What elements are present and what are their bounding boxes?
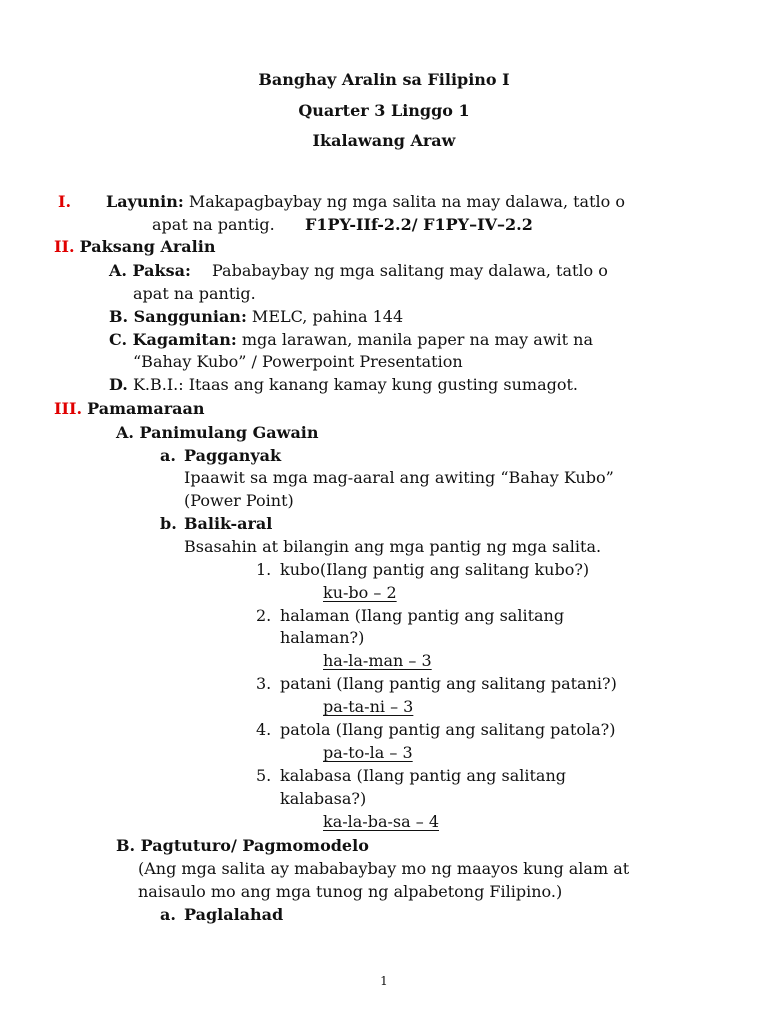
- list-item-text: patani (Ilang pantig ang salitang patani?): [280, 674, 617, 693]
- doc-title: Banghay Aralin sa Filipino I: [258, 70, 510, 89]
- pagganyak-text-1: Ipaawit sa mga mag-aaral ang awiting “Bahay Kubo”: [184, 468, 614, 487]
- doc-subtitle-quarter: Quarter 3 Linggo 1: [298, 101, 470, 120]
- pagganyak-text-2: (Power Point): [184, 491, 294, 510]
- list-item-answer: pa-to-la – 3: [323, 743, 413, 762]
- section-1-heading: Layunin:: [106, 192, 184, 211]
- panimulang-gawain-heading: A. Panimulang Gawain: [116, 423, 319, 442]
- pagganyak-label: a.: [160, 446, 176, 465]
- paksa-text-1: Pababaybay ng mga salitang may dalawa, tatlo o: [212, 261, 608, 280]
- sanggunian-text: MELC, pahina 144: [246, 307, 404, 326]
- list-item-text: halaman (Ilang pantig ang salitang: [280, 606, 565, 625]
- section-1-text: Makapagbaybay ng mga salita na may dalawa, tatlo o: [183, 192, 625, 211]
- kagamitan-text-2: “Bahay Kubo” / Powerpoint Presentation: [133, 352, 463, 371]
- list-item-text-2: kalabasa?): [280, 789, 367, 808]
- list-item-number: 3.: [256, 674, 272, 693]
- list-item-number: 2.: [256, 606, 272, 625]
- list-item-number: 5.: [256, 766, 272, 785]
- list-item-answer: ku-bo – 2: [323, 583, 397, 602]
- section-1-text-2: apat na pantig.: [152, 215, 275, 234]
- paksa-text-2: apat na pantig.: [133, 284, 256, 303]
- sanggunian-label: B. Sanggunian:: [109, 307, 247, 326]
- section-1-number: I.: [58, 192, 72, 211]
- page-number: 1: [380, 974, 388, 988]
- kbi-line: [109, 374, 578, 396]
- list-item-answer: pa-ta-ni – 3: [323, 697, 414, 716]
- list-item-text: kalabasa (Ilang pantig ang salitang: [280, 766, 566, 785]
- list-item-number: 4.: [256, 720, 272, 739]
- kagamitan-line: [109, 329, 593, 351]
- kbi-text: K.B.I.: Itaas ang kanang kamay kung gusting sumagot.: [127, 375, 578, 394]
- sanggunian-line: [109, 306, 403, 328]
- list-item-text: patola (Ilang pantig ang salitang patola?): [280, 720, 616, 739]
- section-2-heading: Paksang Aralin: [79, 237, 216, 256]
- paglalahad-label: a.: [160, 905, 176, 924]
- list-item-answer: ka-la-ba-sa – 4: [323, 812, 439, 831]
- kagamitan-label: C. Kagamitan:: [109, 330, 237, 349]
- balik-aral-label: b.: [160, 514, 177, 533]
- section-3-header: [54, 398, 204, 420]
- list-item-text-2: halaman?): [280, 628, 365, 647]
- section-2-header: [54, 236, 215, 258]
- list-item-number: 1.: [256, 560, 272, 579]
- kbi-label: D.: [109, 375, 128, 394]
- balik-aral-text: Bsasahin at bilangin ang mga pantig ng mga salita.: [184, 537, 602, 556]
- list-item-answer: ha-la-man – 3: [323, 651, 432, 670]
- paksa-label: A. Paksa:: [109, 261, 191, 280]
- section-1-code: F1PY-IIf-2.2/ F1PY–IV–2.2: [305, 215, 533, 234]
- section-3-number: III.: [54, 399, 83, 418]
- pagtuturo-text-2: naisaulo mo ang mga tunog ng alpabetong Filipino.): [138, 882, 563, 901]
- doc-subtitle-day: Ikalawang Araw: [312, 131, 456, 150]
- list-item-text: kubo(Ilang pantig ang salitang kubo?): [280, 560, 590, 579]
- pagganyak-title: Pagganyak: [184, 446, 282, 465]
- section-3-heading: Pamamaraan: [87, 399, 205, 418]
- kagamitan-text: mga larawan, manila paper na may awit na: [236, 330, 593, 349]
- paglalahad-title: Paglalahad: [184, 905, 284, 924]
- section-2-number: II.: [54, 237, 75, 256]
- balik-aral-title: Balik-aral: [184, 514, 273, 533]
- pagtuturo-text-1: (Ang mga salita ay mababaybay mo ng maayos kung alam at: [138, 859, 630, 878]
- section-1-line-1: [106, 191, 625, 213]
- pagtuturo-heading: B. Pagtuturo/ Pagmomodelo: [116, 836, 369, 855]
